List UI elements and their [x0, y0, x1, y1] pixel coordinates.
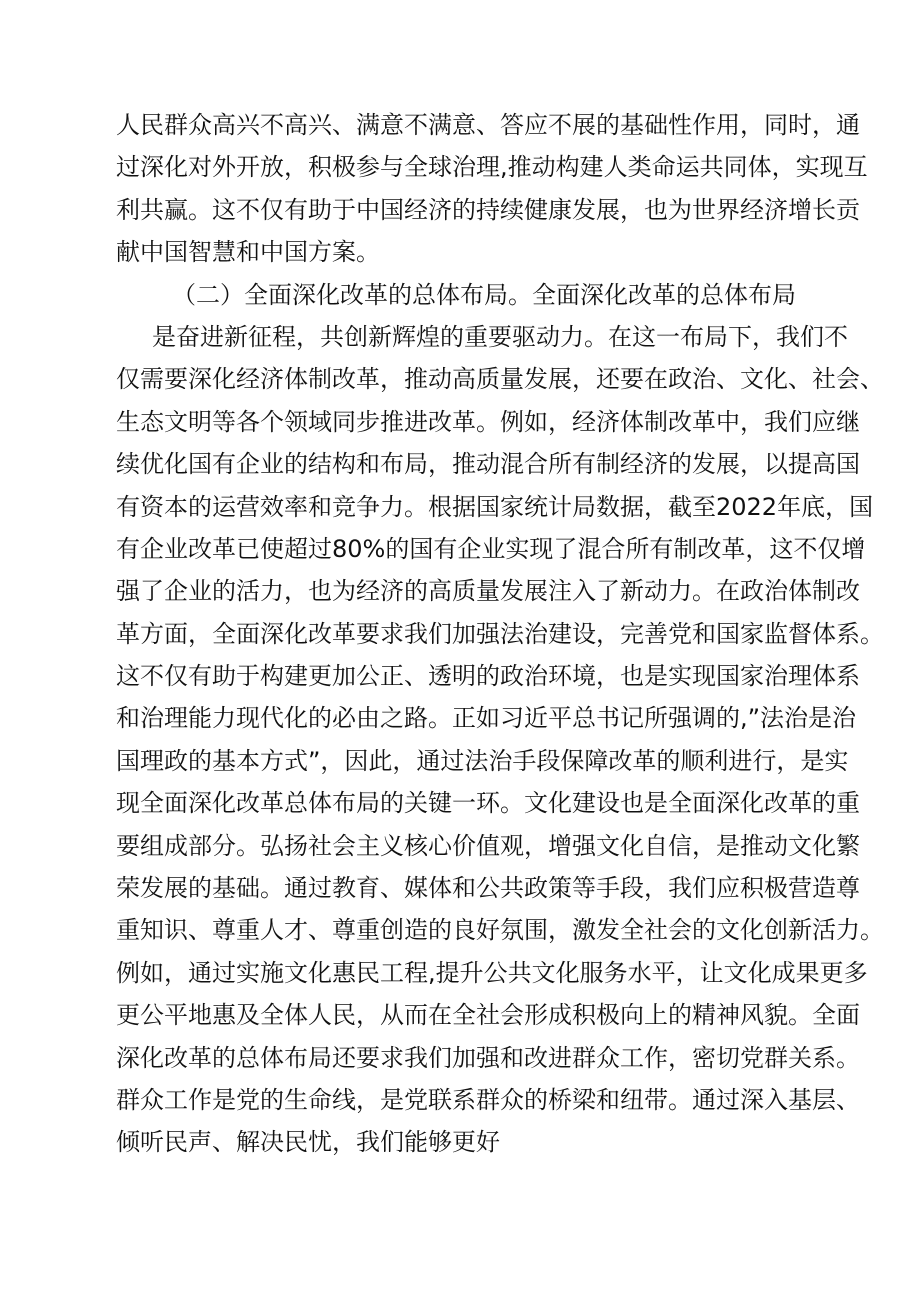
text-line: 利共赢。这不仅有助于中国经济的持续健康发展，也为世界经济增长贡	[116, 195, 860, 224]
text-line: 倾听民声、解决民忧，我们能够更好	[116, 1128, 500, 1157]
text-line: 和治理能力现代化的必由之路。正如习近平总书记所强调的,”法治是治	[116, 704, 857, 733]
text-line: 更公平地惠及全体人民，从而在全社会形成积极向上的精神风貌。全面	[116, 1001, 860, 1030]
body-text	[116, 104, 884, 1164]
text-line: 要组成部分。弘扬社会主义核心价值观，增强文化自信，是推动文化繁	[116, 831, 860, 860]
text-line: 是奋进新征程，共创新辉煌的重要驱动力。在这一布局下，我们不	[152, 322, 848, 351]
text-line: 续优化国有企业的结构和布局，推动混合所有制经济的发展，以提高国	[116, 450, 860, 479]
section-heading: （二）全面深化改革的总体布局。全面深化改革的总体布局	[172, 280, 796, 309]
text-line: 过深化对外开放，积极参与全球治理,推动构建人类命运共同体，实现互	[116, 153, 868, 182]
text-line: 国理政的基本方式”，因此，通过法治手段保障改革的顺利进行，是实	[116, 746, 849, 775]
text-line: 这不仅有助于构建更加公正、透明的政治环境，也是实现国家治理体系	[116, 662, 860, 691]
text-line: 现全面深化改革总体布局的关键一环。文化建设也是全面深化改革的重	[116, 789, 860, 818]
text-line: 有资本的运营效率和竞争力。根据国家统计局数据，截至2022年底，国	[116, 492, 874, 521]
text-line: 深化改革的总体布局还要求我们加强和改进群众工作，密切党群关系。	[116, 1043, 860, 1072]
text-line: 革方面，全面深化改革要求我们加强法治建设，完善党和国家监督体系。	[116, 619, 884, 648]
text-line: 例如，通过实施文化惠民工程,提升公共文化服务水平，让文化成果更多	[116, 958, 868, 987]
text-line: 仅需要深化经济体制改革，推动高质量发展，还要在政治、文化、社会、	[116, 365, 884, 394]
text-line: 重知识、尊重人才、尊重创造的良好氛围，激发全社会的文化创新活力。	[116, 916, 884, 945]
text-line: 强了企业的活力，也为经济的高质量发展注入了新动力。在政治体制改	[116, 577, 860, 606]
text-line: 献中国智慧和中国方案。	[116, 238, 380, 267]
text-line: 群众工作是党的生命线，是党联系群众的桥梁和纽带。通过深入基层、	[116, 1085, 860, 1114]
text-line: 生态文明等各个领域同步推进改革。例如，经济体制改革中，我们应继	[116, 407, 860, 436]
text-line: 人民群众高兴不高兴、满意不满意、答应不展的基础性作用，同时，通	[116, 111, 860, 139]
text-line: 有企业改革已使超过80%的国有企业实现了混合所有制改革，这不仅增	[116, 534, 866, 563]
text-line: 荣发展的基础。通过教育、媒体和公共政策等手段，我们应积极营造尊	[116, 874, 860, 903]
